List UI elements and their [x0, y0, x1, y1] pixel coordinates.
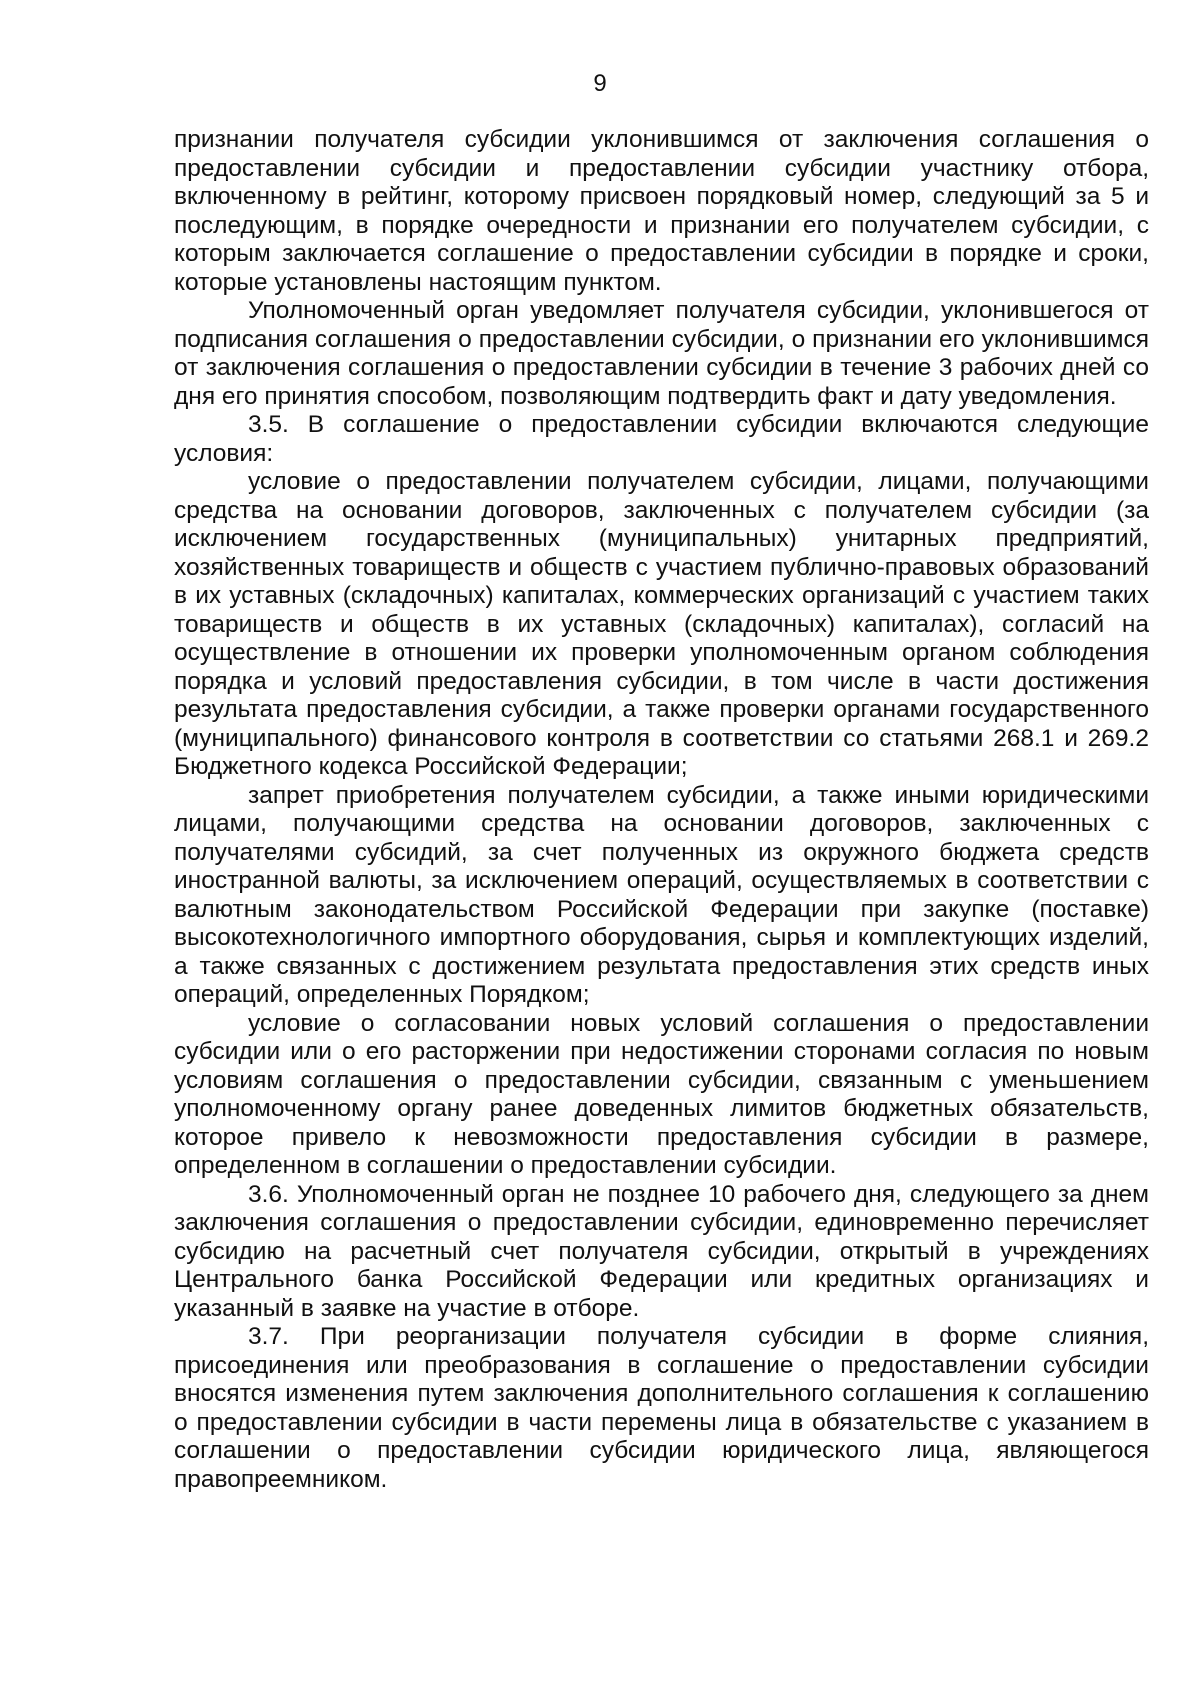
paragraph-3-7-reorganization: 3.7. При реорганизации получателя субсидии в форме слияния, присоединения или преобразования в соглашение о предоставлении субсидии вносятся изменения путем заключения дополнительного соглашения к соглашению о предоставлении субсидии в части перемены лица в обязательстве с указанием в соглашении о предоставлении субсидии юридического лица, являющегося правопреемником.	[174, 1323, 1149, 1493]
paragraph-recipient-evasion: признании получателя субсидии уклонившимся от заключения соглашения о предоставлении субсидии и предоставлении субсидии участнику отбора, включенному в рейтинг, которому присвоен порядковый номер, следующий за 5 и последующим, в порядке очередности и признании его получателем субсидии, с которым заключается соглашение о предоставлении субсидии в порядке и сроки, которые установлены настоящим пунктом.	[174, 126, 1149, 296]
page-number: 9	[593, 70, 607, 97]
document-body	[174, 126, 1149, 1494]
paragraph-notification: Уполномоченный орган уведомляет получателя субсидии, уклонившегося от подписания соглашения о предоставлении субсидии, о признании его уклонившимся от заключения соглашения о предоставлении субсидии в течение 3 рабочих дней со дня его принятия способом, позволяющим подтвердить факт и дату уведомления.	[174, 297, 1149, 410]
paragraph-3-6-transfer: 3.6. Уполномоченный орган не позднее 10 рабочего дня, следующего за днем заключения соглашения о предоставлении субсидии, единовременно перечисляет субсидию на расчетный счет получателя субсидии, открытый в учреждениях Центрального банка Российской Федерации или кредитных организациях и указанный в заявке на участие в отборе.	[174, 1180, 1149, 1322]
paragraph-new-conditions: условие о согласовании новых условий соглашения о предоставлении субсидии или о его расторжении при недостижении сторонами согласия по новым условиям соглашения о предоставлении субсидии, связанным с уменьшением уполномоченному органу ранее доведенных лимитов бюджетных обязательств, которое привело к невозможности предоставления субсидии в размере, определенном в соглашении о предоставлении субсидии.	[174, 1009, 1149, 1179]
paragraph-currency-ban: запрет приобретения получателем субсидии, а также иными юридическими лицами, получающими средства на основании договоров, заключенных с получателями субсидий, за счет полученных из окружного бюджета средств иностранной валюты, за исключением операций, осуществляемых в соответствии с валютным законодательством Российской Федерации при закупке (поставке) высокотехнологичного импортного оборудования, сырья и комплектующих изделий, а также связанных с достижением результата предоставления этих средств иных операций, определенных Порядком;	[174, 781, 1149, 1008]
paragraph-3-5-heading: 3.5. В соглашение о предоставлении субсидии включаются следующие условия:	[174, 411, 1149, 467]
paragraph-inspection-consent: условие о предоставлении получателем субсидии, лицами, получающими средства на основании договоров, заключенных с получателем субсидии (за исключением государственных (муниципальных) унитарных предприятий, хозяйственных товариществ и обществ с участием публично-правовых образований в их уставных (складочных) капиталах, коммерческих организаций с участием таких товариществ и обществ в их уставных (складочных) капиталах), согласий на осуществление в отношении их проверки уполномоченным органом соблюдения порядка и условий предоставления субсидии, в том числе в части достижения результата предоставления субсидии, а также проверки органами государственного (муниципального) финансового контроля в соответствии со статьями 268.1 и 269.2 Бюджетного кодекса Российской Федерации;	[174, 468, 1149, 780]
